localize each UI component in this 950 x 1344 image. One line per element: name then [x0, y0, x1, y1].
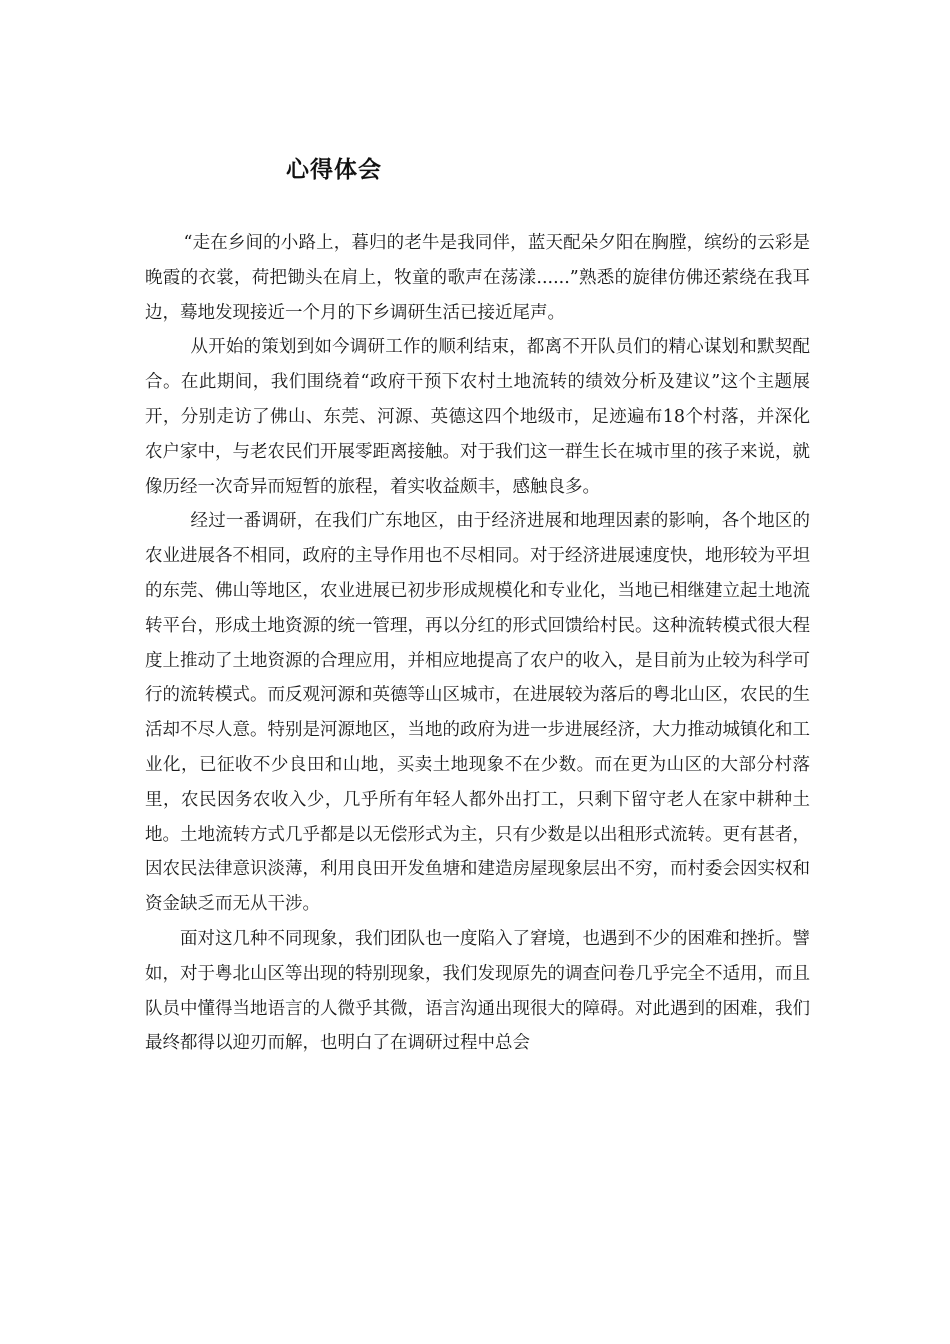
- paragraph-4: 面对这几种不同现象，我们团队也一度陷入了窘境，也遇到不少的困难和挫折。譬如，对于粤北山区等出现的特别现象，我们发现原先的调查问卷几乎完全不适用，而且队员中懂得当地语言的人微乎其微，语言沟通出现很大的障碍。对此遇到的困难，我们最终都得以迎刃而解，也明白了在调研过程中总会: [145, 928, 810, 1054]
- document-body: [145, 226, 810, 1061]
- paragraph-3: 经过一番调研，在我们广东地区，由于经济进展和地理因素的影响，各个地区的农业进展各不相同，政府的主导作用也不尽相同。对于经济进展速度快，地形较为平坦的东莞、佛山等地区，农业进展已初步形成规模化和专业化，当地已相继建立起土地流转平台，形成土地资源的统一管理，再以分红的形式回馈给村民。这种流转模式很大程度上推动了土地资源的合理应用，并相应地提高了农户的收入，是目前为止较为科学可行的流转模式。而反观河源和英德等山区城市，在进展较为落后的粤北山区，农民的生活却不尽人意。特别是河源地区，当地的政府为进一步进展经济，大力推动城镇化和工业化，已征收不少良田和山地，买卖土地现象不在少数。而在更为山区的大部分村落里，农民因务农收入少，几乎所有年轻人都外出打工，只剩下留守老人在家中耕种土地。土地流转方式几乎都是以无偿形式为主，只有少数是以出租形式流转。更有甚者，因农民法律意识淡薄，利用良田开发鱼塘和建造房屋现象层出不穷，而村委会因实权和资金缺乏而无从干涉。: [145, 511, 810, 915]
- document-title: 心得体会: [286, 157, 382, 183]
- paragraph-2: 从开始的策划到如今调研工作的顺利结束，都离不开队员们的精心谋划和默契配合。在此期间，我们围绕着“政府干预下农村土地流转的绩效分析及建议”这个主题展开，分别走访了佛山、东莞、河源、英德这四个地级市，足迹遍布18个村落，并深化农户家中，与老农民们开展零距离接触。对于我们这一群生长在城市里的孩子来说，就像历经一次奇异而短暂的旅程，着实收益颇丰，感触良多。: [145, 337, 810, 497]
- paragraph-1: “走在乡间的小路上，暮归的老牛是我同伴，蓝天配朵夕阳在胸膛，缤纷的云彩是晚霞的衣裳，荷把锄头在肩上，牧童的歌声在荡漾......”熟悉的旋律仿佛还萦绕在我耳边，蓦地发现接近一个月的下乡调研生活已接近尾声。: [145, 233, 810, 323]
